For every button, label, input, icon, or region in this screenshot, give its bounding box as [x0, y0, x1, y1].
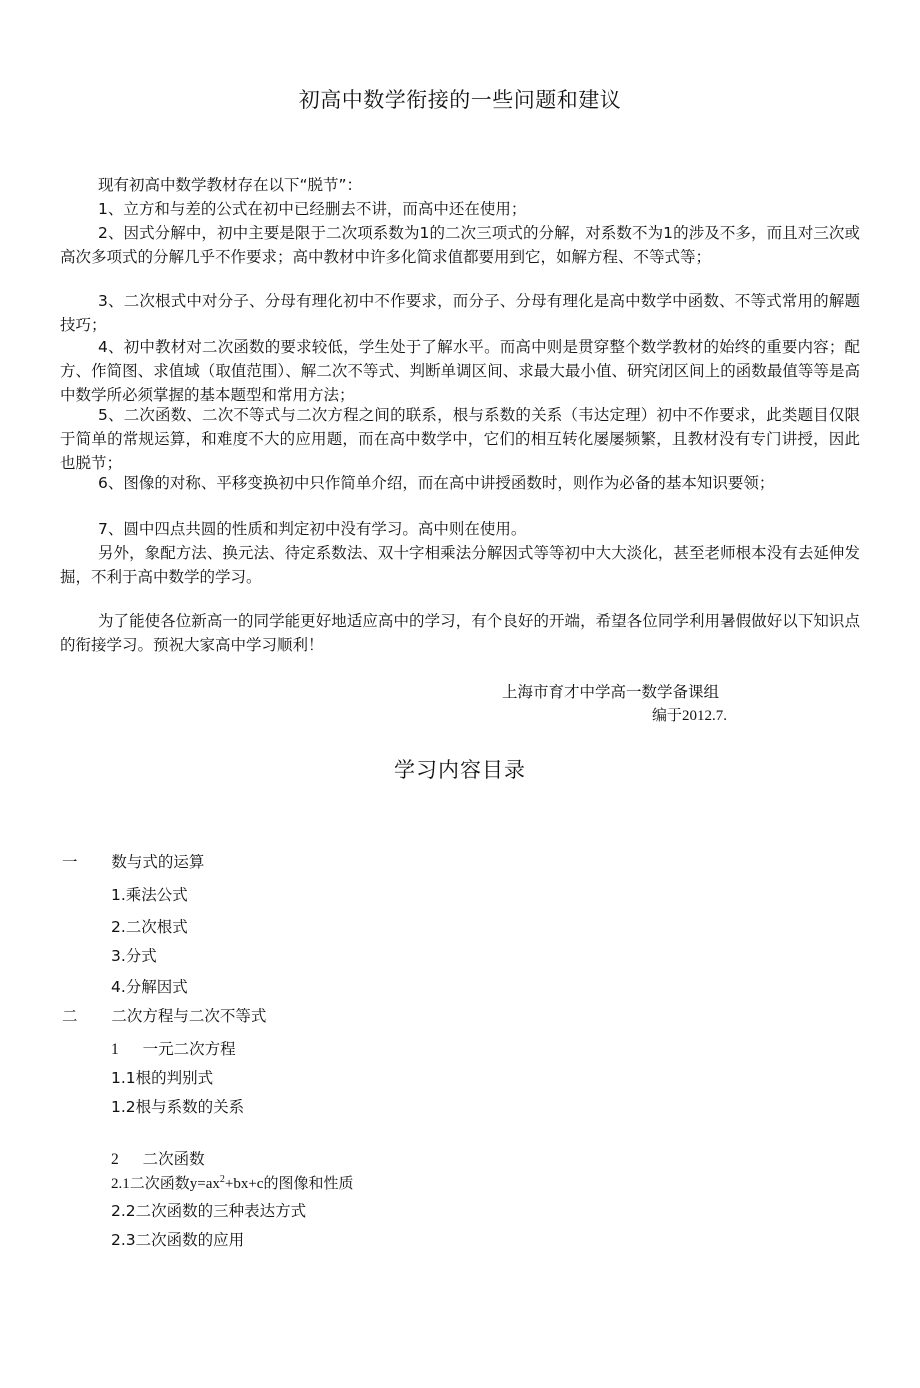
- intro-item-3: 3、二次根式中对分子、分母有理化初中不作要求，而分子、分母有理化是高中数学中函数、不等式常用的解题技巧；: [60, 292, 860, 334]
- toc-item: 1.2根与系数的关系: [111, 1098, 245, 1116]
- intro-extra-paragraph: 另外，象配方法、换元法、待定系数法、双十字相乘法分解因式等等初中大大淡化，甚至老师根本没有去延伸发掘，不利于高中数学的学习。: [60, 544, 860, 586]
- toc-item: 2.3二次函数的应用: [111, 1231, 245, 1249]
- toc-subsection-2-2-label: 二次函数: [142, 1150, 205, 1168]
- intro-item-6: 6、图像的对称、平移变换初中只作简单介绍，而在高中讲授函数时，则作为必备的基本知识要领；: [98, 474, 775, 492]
- toc-section-2-number: 二: [62, 1007, 78, 1025]
- exponent: 2: [219, 1174, 225, 1185]
- toc-item: 2.二次根式: [111, 918, 188, 936]
- toc-section-1-number: 一: [62, 853, 78, 871]
- toc-section-2: [62, 1004, 266, 1026]
- toc-subsection-2-2-number: 2: [111, 1151, 119, 1168]
- toc-item: 3.分式: [111, 947, 157, 965]
- intro-item-7: 7、圆中四点共圆的性质和判定初中没有学习。高中则在使用。: [98, 520, 527, 538]
- toc-section-2-label: 二次方程与二次不等式: [111, 1007, 267, 1025]
- document-title: 初高中数学衔接的一些问题和建议: [298, 88, 622, 112]
- intro-item-4: 4、初中教材对二次函数的要求较低，学生处于了解水平。而高中则是贯穿整个数学教材的始终的重要内容；配方、作简图、求值域（取值范围）、解二次不等式、判断单调区间、求最大最小值、研究闭区间上的函数最值等等是高中数学所必须掌握的基本题型和常用方法；: [60, 338, 860, 404]
- toc-subsection-2-1: [111, 1037, 236, 1059]
- toc-section-1: [62, 850, 204, 872]
- toc-subsection-2-1-number: 1: [111, 1041, 119, 1058]
- toc-section-1-label: 数与式的运算: [111, 853, 205, 871]
- toc-item-quadratic-graph: [111, 1172, 353, 1193]
- toc-item: 4.分解因式: [111, 978, 188, 996]
- intro-paragraph: 现有初高中数学教材存在以下“脱节”：: [98, 176, 363, 194]
- toc-subsection-2-1-label: 一元二次方程: [142, 1040, 236, 1058]
- intro-item-5: 5、二次函数、二次不等式与二次方程之间的联系，根与系数的关系（韦达定理）初中不作要求，此类题目仅限于简单的常规运算，和难度不大的应用题，而在高中数学中，它们的相互转化屡屡频繁，且教材没有专门讲授，因此也脱节；: [60, 406, 860, 472]
- toc-item-text: 2.1二次函数y=ax: [111, 1176, 220, 1192]
- toc-item-text: +bx+c的图像和性质: [224, 1176, 354, 1192]
- signature-organization: 上海市育才中学高一数学备课组: [502, 683, 720, 701]
- toc-item: 2.2二次函数的三种表达方式: [111, 1202, 307, 1220]
- intro-item-1: 1、立方和与差的公式在初中已经删去不讲，而高中还在使用；: [98, 200, 527, 218]
- toc-item: 1.乘法公式: [111, 886, 188, 904]
- intro-item-2: 2、因式分解中，初中主要是限于二次项系数为1的二次三项式的分解，对系数不为1的涉及不多，而且对三次或高次多项式的分解几乎不作要求；高中教材中许多化简求值都要用到它，如解方程、不等式等；: [60, 224, 860, 266]
- intro-closing-paragraph: 为了能使各位新高一的同学能更好地适应高中的学习，有个良好的开端，希望各位同学利用暑假做好以下知识点的衔接学习。预祝大家高中学习顺利！: [60, 612, 860, 654]
- toc-title: 学习内容目录: [394, 758, 526, 782]
- signature-date: 编于2012.7.: [652, 708, 728, 724]
- toc-item: 1.1根的判别式: [111, 1069, 214, 1087]
- toc-subsection-2-2: [111, 1147, 205, 1169]
